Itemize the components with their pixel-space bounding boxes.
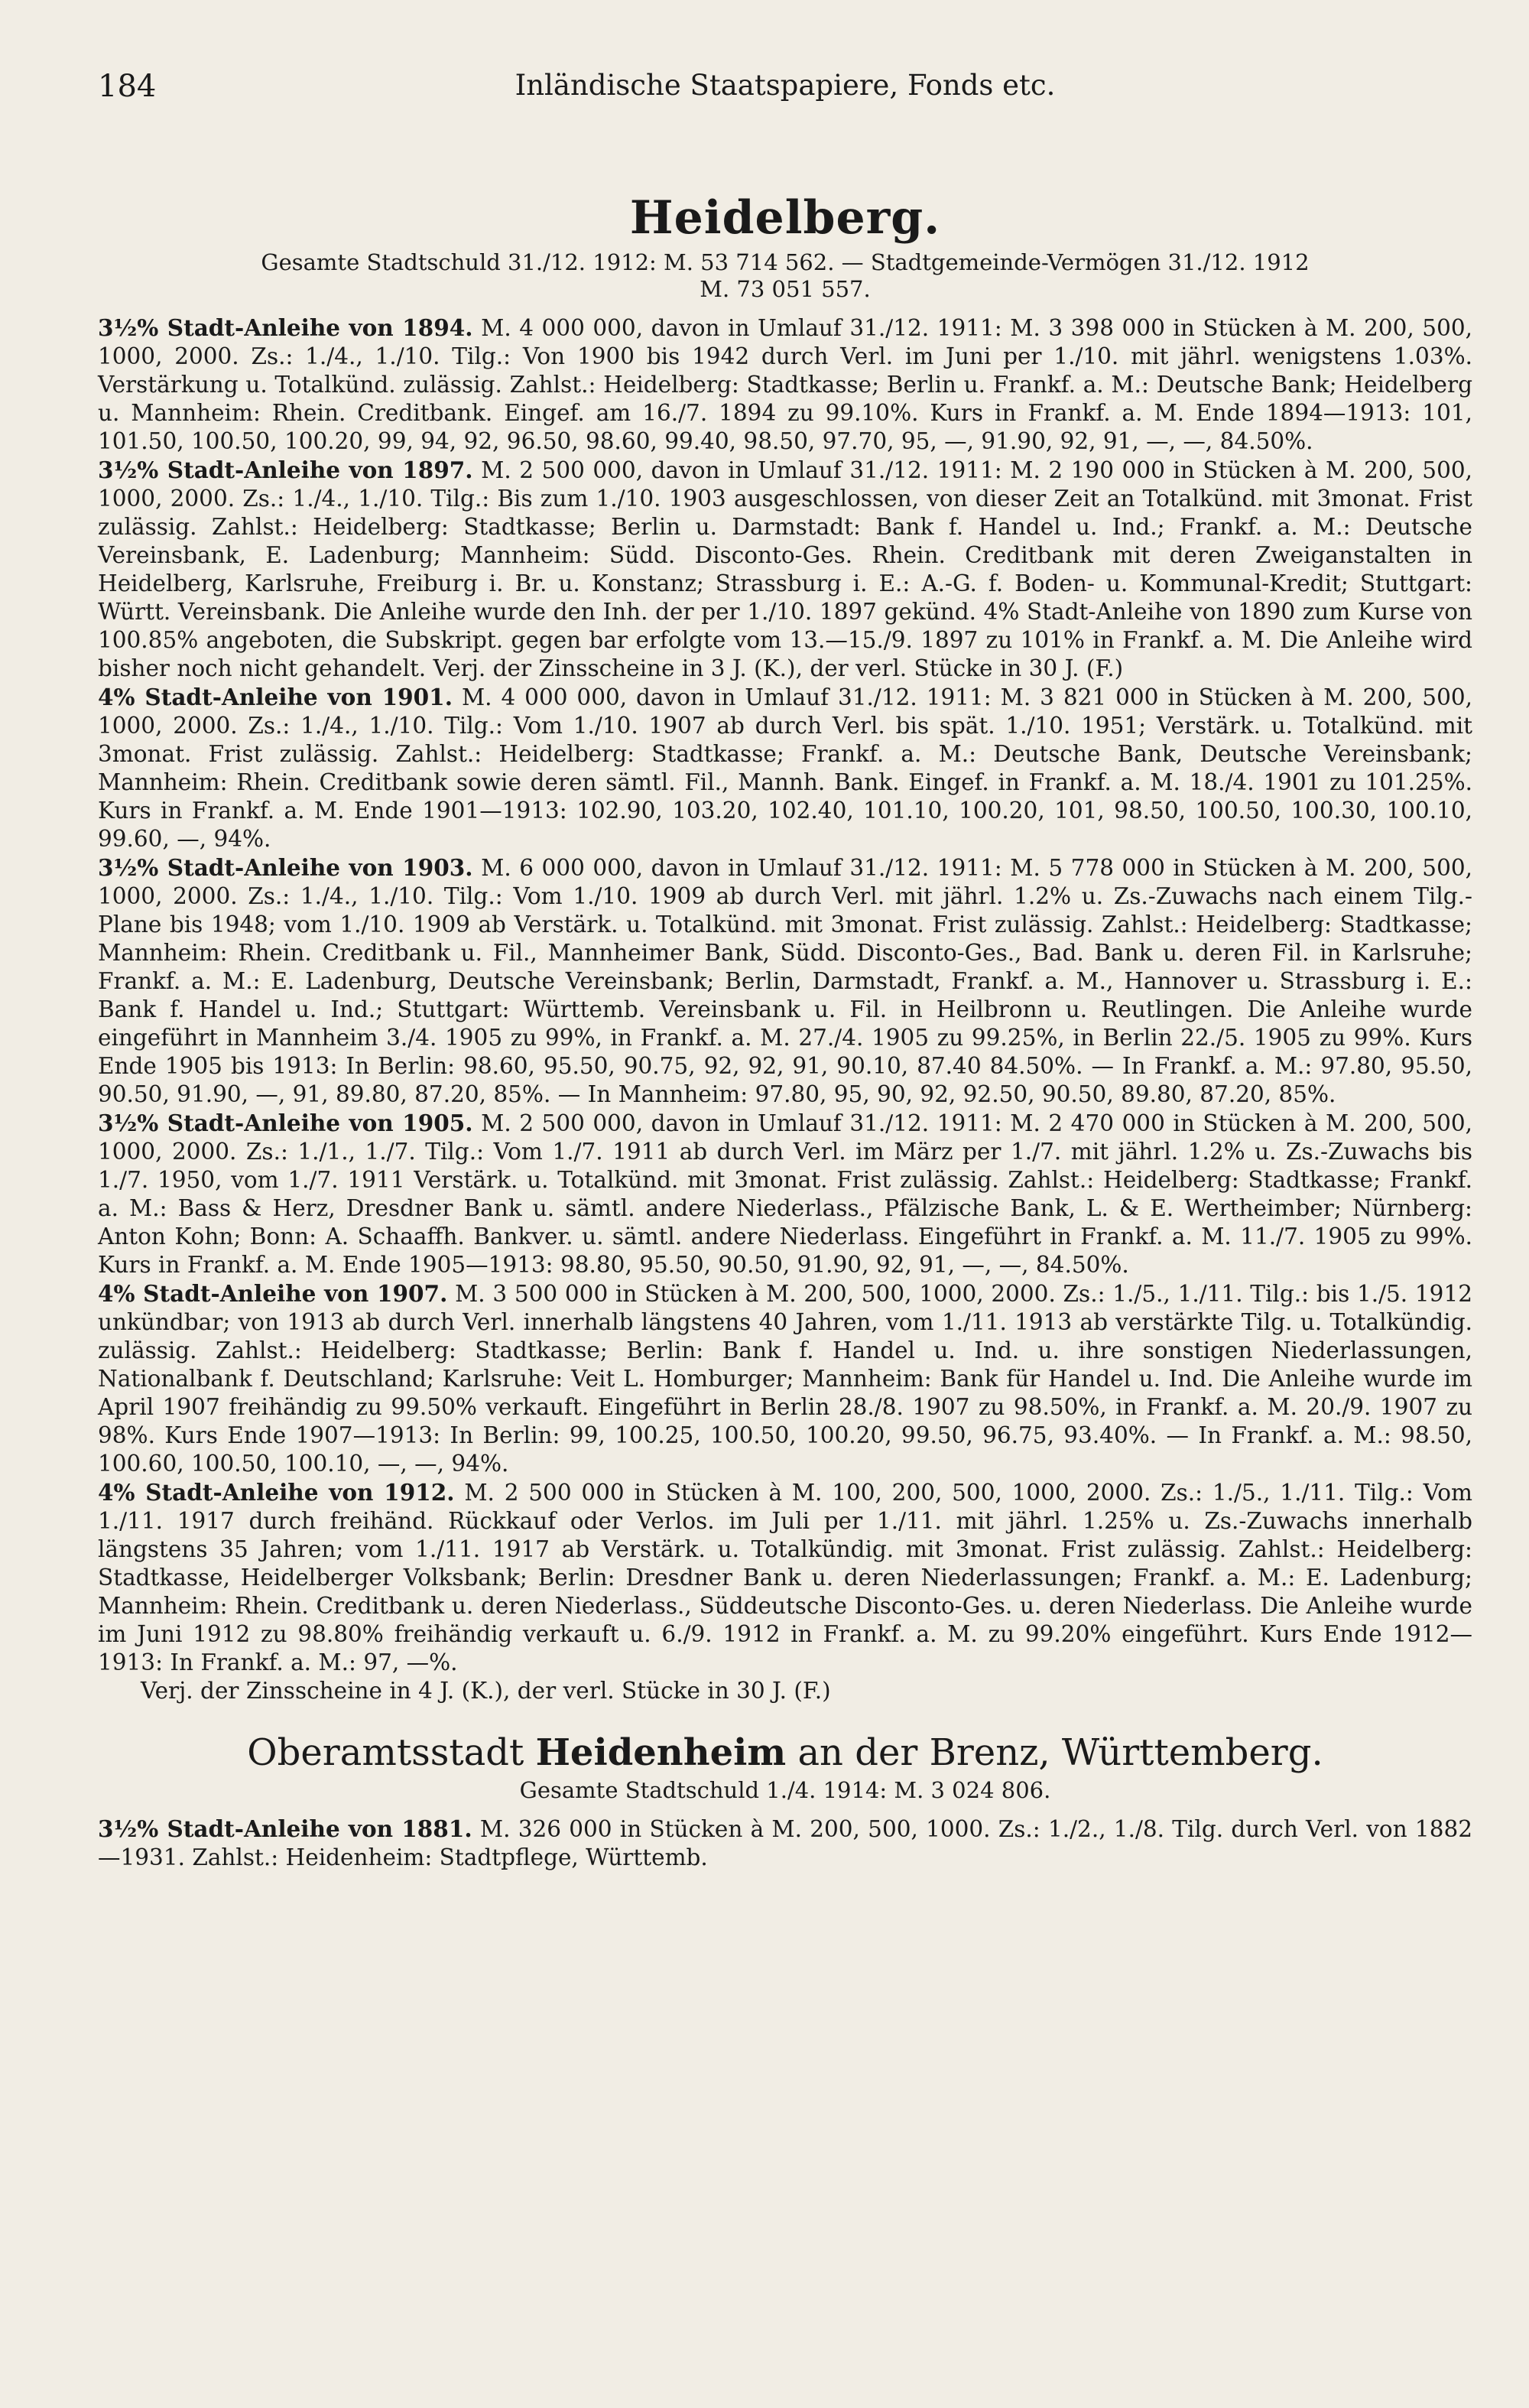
bond-entry (98, 314, 1472, 456)
bond-title: 3½% Stadt-Anleihe von 1897. (98, 457, 473, 483)
bond-title: 4% Stadt-Anleihe von 1907. (98, 1280, 448, 1307)
closing-note: Verj. der Zinsscheine in 4 J. (K.), der verl. Stücke in 30 J. (F.) (141, 1678, 831, 1704)
section-title-heidelberg: Heidelberg. (629, 191, 941, 245)
bond-text: M. 3 500 000 in Stücken à M. 200, 500, 1000, 2000. Zs.: 1./5., 1./11. Tilg.: bis 1./5. 1912 unkündbar; von 1913 ab durch Verl. innerhalb längstens 40 Jahren, vom 1./11. 1913 ab verstärkte Tilg. u. Totalkündig. zulässig. Zahlst.: Heidelberg: Stadtkasse; Berlin: Bank f. Handel u. Ind. u. ihre sonstigen Niederlassungen, Nationalbank f. Deutschland; Karlsruhe: Veit L. Homburger; Mannheim: Bank für Handel u. Ind. Die Anleihe wurde im April 1907 freihändig zu 99.50% verkauft. Eingeführt in Berlin 28./8. 1907 zu 98.50%, in Frankf. a. M. 20./9. 1907 zu 98%. Kurs Ende 1907—1913: In Berlin: 99, 100.25, 100.50, 100.20, 99.50, 96.75, 93.40%. — In Frankf. a. M.: 98.50, 100.60, 100.50, 100.10, —, —, 94%. (98, 1281, 1472, 1477)
bond-entry (98, 1279, 1472, 1478)
section-title-heidenheim (98, 1731, 1472, 1774)
bond-title: 3½% Stadt-Anleihe von 1903. (98, 854, 473, 881)
heidenheim-entries (98, 1815, 1472, 1872)
bond-entry (98, 1815, 1472, 1872)
bond-title: 4% Stadt-Anleihe von 1901. (98, 684, 453, 710)
bond-entry (98, 1478, 1472, 1677)
bond-entry (98, 853, 1472, 1109)
summary-line: Gesamte Stadtschuld 31./12. 1912: M. 53 714 562. — Stadtgemeinde-Vermögen 31./12. 1912 (261, 249, 1310, 275)
bond-text: M. 2 500 000, davon in Umlauf 31./12. 1911: M. 2 190 000 in Stücken à M. 200, 500, 1000, 2000. Zs.: 1./4., 1./10. Tilg.: Bis zum 1./10. 1903 ausgeschlossen, von dieser Zeit an Totalkünd. mit 3monat. Frist zulässig. Zahlst.: Heidelberg: Stadtkasse; Berlin u. Darmstadt: Bank f. Handel u. Ind.; Frankf. a. M.: Deutsche Vereinsbank, E. Ladenburg; Mannheim: Südd. Disconto-Ges. Rhein. Creditbank mit deren Zweiganstalten in Heidelberg, Karlsruhe, Freiburg i. Br. u. Konstanz; Strassburg i. E.: A.-G. f. Boden- u. Kommunal-Kredit; Stuttgart: Württ. Vereinsbank. Die Anleihe wurde den Inh. der per 1./10. 1897 gekünd. 4% Stadt-Anleihe von 1890 zum Kurse von 100.85% angeboten, die Subskript. gegen bar erfolgte vom 13.—15./9. 1897 zu 101% in Frankf. a. M. Die Anleihe wird bisher noch nicht gehandelt. Verj. der Zinsscheine in 3 J. (K.), der verl. Stücke in 30 J. (F.) (98, 457, 1472, 681)
page-number: 184 (98, 69, 157, 104)
bond-entry (98, 1109, 1472, 1279)
title-prefix: Oberamtsstadt (247, 1731, 524, 1774)
title-suffix: an der Brenz, Württemberg. (797, 1731, 1323, 1774)
heidelberg-summary (98, 249, 1472, 303)
bond-text: M. 6 000 000, davon in Umlauf 31./12. 1911: M. 5 778 000 in Stücken à M. 200, 500, 1000, 2000. Zs.: 1./4., 1./10. Tilg.: Vom 1./10. 1909 ab durch Verl. mit jährl. 1.2% u. Zs.-Zuwachs nach einem Tilg.-Plane bis 1948; vom 1./10. 1909 ab Verstärk. u. Totalkünd. mit 3monat. Frist zulässig. Zahlst.: Heidelberg: Stadtkasse; Mannheim: Rhein. Creditbank u. Fil., Mannheimer Bank, Südd. Disconto-Ges., Bad. Bank u. deren Fil. in Karlsruhe; Frankf. a. M.: E. Ladenburg, Deutsche Vereinsbank; Berlin, Darmstadt, Frankf. a. M., Hannover u. Strassburg i. E.: Bank f. Handel u. Ind.; Stuttgart: Württemb. Vereinsbank u. Fil. in Heilbronn u. Reutlingen. Die Anleihe wurde eingeführt in Mannheim 3./4. 1905 zu 99%, in Frankf. a. M. 27./4. 1905 zu 99.25%, in Berlin 22./5. 1905 zu 99%. Kurs Ende 1905 bis 1913: In Berlin: 98.60, 95.50, 90.75, 92, 92, 91, 90.10, 87.40 84.50%. — In Frankf. a. M.: 97.80, 95.50, 90.50, 91.90, —, 91, 89.80, 87.20, 85%. — In Mannheim: 97.80, 95, 90, 92, 92.50, 90.50, 89.80, 87.20, 85%. (98, 855, 1472, 1107)
heidenheim-summary: Gesamte Stadtschuld 1./4. 1914: M. 3 024 806. (519, 1777, 1051, 1803)
running-header (98, 69, 1472, 115)
running-title: Inländische Staatspapiere, Fonds etc. (515, 69, 1056, 102)
heidelberg-entries (98, 314, 1472, 1705)
bond-title: 3½% Stadt-Anleihe von 1894. (98, 314, 473, 341)
bond-text: M. 4 000 000, davon in Umlauf 31./12. 1911: M. 3 398 000 in Stücken à M. 200, 500, 1000, 2000. Zs.: 1./4., 1./10. Tilg.: Von 1900 bis 1942 durch Verl. im Juni per 1./10. mit jährl. wenigstens 1.03%. Verstärkung u. Totalkünd. zulässig. Zahlst.: Heidelberg: Stadtkasse; Berlin u. Frankf. a. M.: Deutsche Bank; Heidelberg u. Mannheim: Rhein. Creditbank. Eingef. am 16./7. 1894 zu 99.10%. Kurs in Frankf. a. M. Ende 1894—1913: 101, 101.50, 100.50, 100.20, 99, 94, 92, 96.50, 98.60, 99.40, 98.50, 97.70, 95, —, 91.90, 92, 91, —, —, 84.50%. (98, 315, 1472, 454)
bond-entry (98, 683, 1472, 853)
title-main: Heidenheim (535, 1731, 787, 1774)
summary-line: M. 73 051 557. (700, 276, 871, 302)
bond-text: M. 2 500 000 in Stücken à M. 100, 200, 500, 1000, 2000. Zs.: 1./5., 1./11. Tilg.: Vom 1./11. 1917 durch freihänd. Rückkauf oder Verlos. im Juli per 1./11. mit jährl. 1.25% u. Zs.-Zuwachs innerhalb längstens 35 Jahren; vom 1./11. 1917 ab Verstärk. u. Totalkündig. mit 3monat. Frist zulässig. Zahlst.: Heidelberg: Stadtkasse, Heidelberger Volksbank; Berlin: Dresdner Bank u. deren Niederlassungen; Frankf. a. M.: E. Ladenburg; Mannheim: Rhein. Creditbank u. deren Niederlass., Süddeutsche Disconto-Ges. u. deren Niederlass. Die Anleihe wurde im Juni 1912 zu 98.80% freihändig verkauft u. 6./9. 1912 in Frankf. a. M. zu 99.20% eingeführt. Kurs Ende 1912—1913: In Frankf. a. M.: 97, —%. (98, 1480, 1472, 1675)
bond-title: 3½% Stadt-Anleihe von 1905. (98, 1110, 473, 1136)
bond-title: 3½% Stadt-Anleihe von 1881. (98, 1815, 472, 1842)
bond-text: M. 4 000 000, davon in Umlauf 31./12. 1911: M. 3 821 000 in Stücken à M. 200, 500, 1000, 2000. Zs.: 1./4., 1./10. Tilg.: Vom 1./10. 1907 ab durch Verl. bis spät. 1./10. 1951; Verstärk. u. Totalkünd. mit 3monat. Frist zulässig. Zahlst.: Heidelberg: Stadtkasse; Frankf. a. M.: Deutsche Bank, Deutsche Vereinsbank; Mannheim: Rhein. Creditbank sowie deren sämtl. Fil., Mannh. Bank. Eingef. in Frankf. a. M. 18./4. 1901 zu 101.25%. Kurs in Frankf. a. M. Ende 1901—1913: 102.90, 103.20, 102.40, 101.10, 100.20, 101, 98.50, 100.50, 100.30, 100.10, 99.60, —, 94%. (98, 684, 1472, 852)
bond-title: 4% Stadt-Anleihe von 1912. (98, 1479, 455, 1506)
bond-text: M. 2 500 000, davon in Umlauf 31./12. 1911: M. 2 470 000 in Stücken à M. 200, 500, 1000, 2000. Zs.: 1./1., 1./7. Tilg.: Vom 1./7. 1911 ab durch Verl. im März per 1./7. mit jährl. 1.2% u. Zs.-Zuwachs bis 1./7. 1950, vom 1./7. 1911 Verstärk. u. Totalkünd. mit 3monat. Frist zulässig. Zahlst.: Heidelberg: Stadtkasse; Frankf. a. M.: Bass & Herz, Dresdner Bank u. sämtl. andere Niederlass., Pfälzische Bank, L. & E. Wertheimber; Nürnberg: Anton Kohn; Bonn: A. Schaaffh. Bankver. u. sämtl. andere Niederlass. Eingeführt in Frankf. a. M. 11./7. 1905 zu 99%. Kurs in Frankf. a. M. Ende 1905—1913: 98.80, 95.50, 90.50, 91.90, 92, 91, —, —, 84.50%. (98, 1110, 1472, 1278)
bond-entry (98, 456, 1472, 683)
bond-text: M. 326 000 in Stücken à M. 200, 500, 1000. Zs.: 1./2., 1./8. Tilg. durch Verl. von 1882—1931. Zahlst.: Heidenheim: Stadtpflege, Württemb. (98, 1816, 1472, 1870)
